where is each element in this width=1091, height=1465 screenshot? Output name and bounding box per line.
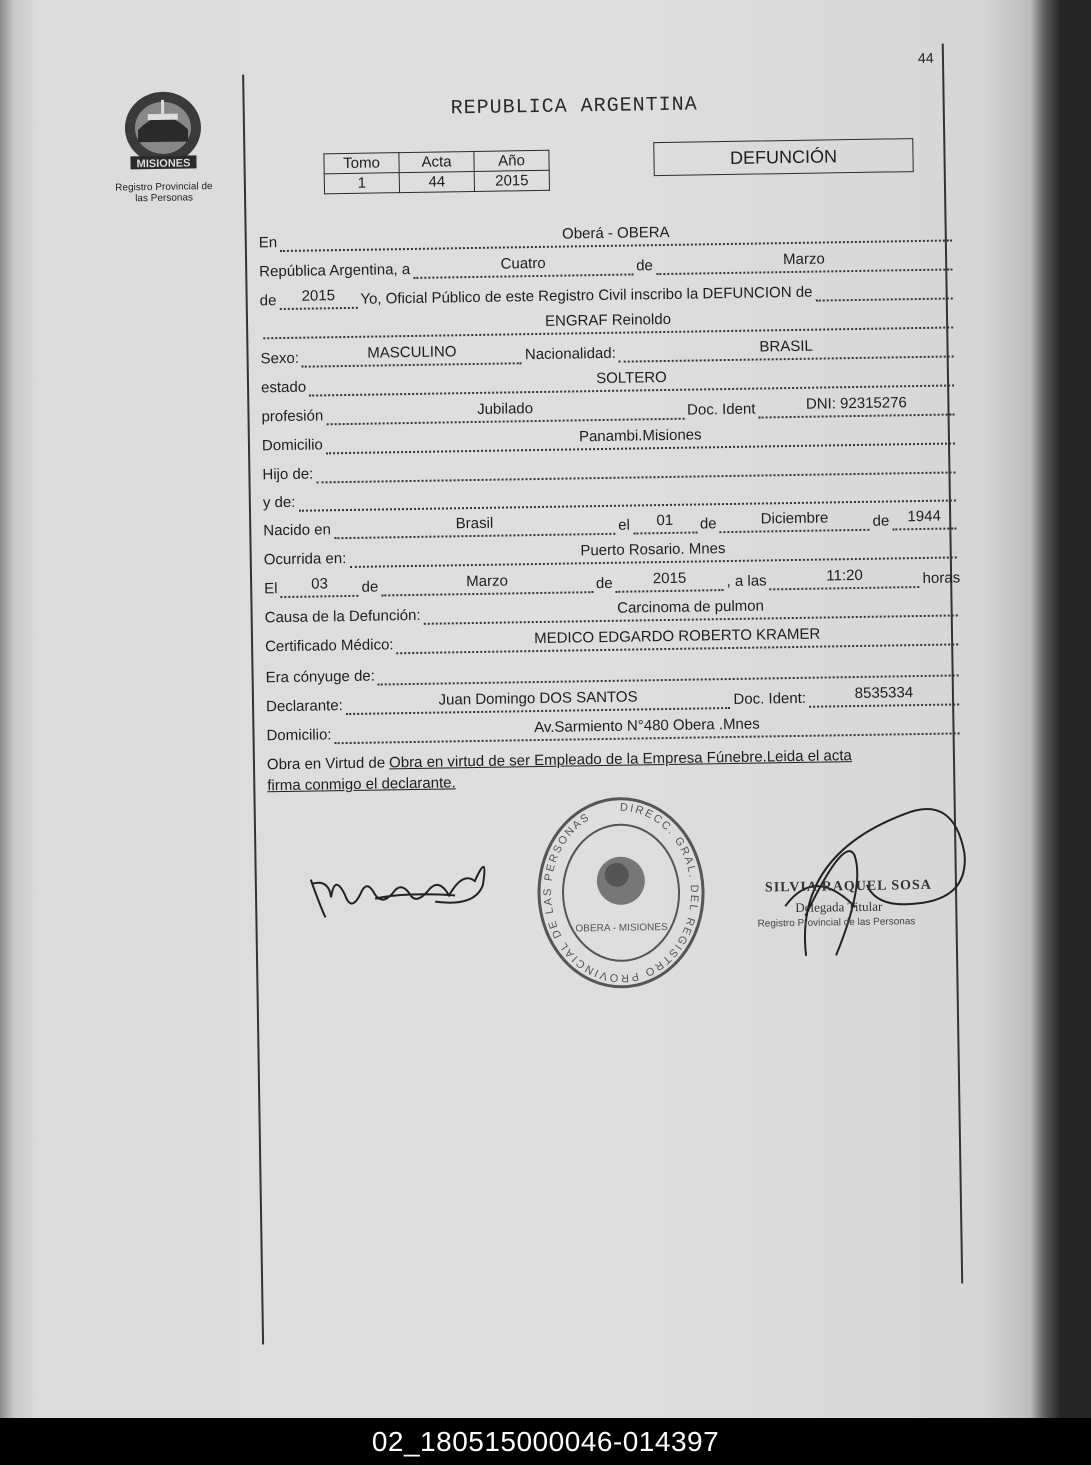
birth-month: Diciembre [719, 509, 869, 533]
tomo-value: 1 [324, 173, 399, 194]
row-hijo: Hijo de: [262, 451, 958, 484]
obra-text-line1: Obra en virtud de ser Empleado de la Empresa Fúnebre.Leida el acta [388, 747, 852, 772]
sexo-value: MASCULINO [302, 342, 522, 367]
declarante-doc-value: 8535334 [809, 683, 959, 707]
row-decl-domicilio: Domicilio: Av.Sarmiento N°480 Obera .Mnes [266, 712, 962, 745]
death-time: 11:20 [769, 566, 919, 590]
row-nacido: Nacido en Brasil el 01 de Diciembre de 1944 [263, 507, 959, 540]
birth-year: 1944 [892, 507, 956, 530]
day-word: Cuatro [413, 253, 633, 278]
registry-seal [529, 787, 712, 990]
misiones-emblem-icon [117, 85, 208, 176]
row-ocurrida: Ocurrida en: Puerto Rosario. Mnes [264, 536, 960, 569]
row-profesion: profesión Jubilado Doc. Ident DNI: 92315276 [261, 393, 957, 426]
domicilio-value: Panambi.Misiones [326, 422, 955, 454]
causa-value: Carcinoma de pulmon [423, 594, 957, 624]
obra-text-line2: firma conmigo el declarante. [267, 774, 456, 795]
profesion-value: Jubilado [326, 398, 684, 426]
birth-day: 01 [633, 512, 697, 535]
page-number: 44 [917, 49, 934, 66]
row-death-date: El 03 de Marzo de 2015 , a las 11:20 horas [264, 566, 961, 598]
scan-id-footer: 02_180515000046-014397 [0, 1418, 1091, 1465]
row-conyuge: Era cónyuge de: [265, 654, 961, 687]
registry-name: Registro Provincial de las Personas [115, 181, 213, 205]
row-en: En Oberá - OBERA [259, 219, 955, 252]
death-month: Marzo [381, 571, 593, 596]
row-year: de 2015 Yo, Oficial Público de este Registro Civil inscribo la DEFUNCION de [259, 277, 955, 310]
tomo-header: Tomo [324, 153, 399, 174]
doc-ident-value: DNI: 92315276 [758, 393, 954, 418]
acta-value: 44 [399, 171, 474, 192]
row-name [260, 306, 956, 339]
ocurrida-value: Puerto Rosario. Mnes [349, 536, 957, 568]
row-obra: Obra en Virtud de Obra en virtud de ser Empleado de la Empresa Fúnebre.Leida el acta [266, 747, 852, 774]
row-estado: estado SOLTERO [261, 364, 957, 397]
registry-logo [92, 85, 234, 205]
row-sexo: Sexo: MASCULINO Nacionalidad: BRASIL [260, 335, 956, 368]
row-causa: Causa de la Defunción: Carcinoma de pulmon [264, 594, 960, 627]
document-type-box: DEFUNCIÓN [653, 138, 914, 176]
death-year: 2015 [615, 569, 723, 593]
country-heading: REPUBLICA ARGENTINA [450, 93, 698, 121]
row-domicilio: Domicilio Panambi.Misiones [262, 422, 958, 455]
month-value: Marzo [656, 248, 953, 275]
declarant-signature [304, 841, 505, 924]
row-yde: y de: [263, 479, 959, 512]
certificado-value: MEDICO EDGARDO ROBERTO KRAMER [396, 623, 958, 654]
nacido-value: Brasil [334, 513, 616, 539]
row-declarante: Declarante: Juan Domingo DOS SANTOS Doc. Ident: 8535334 [266, 683, 962, 716]
death-day: 03 [280, 575, 358, 598]
nacionalidad-value: BRASIL [619, 335, 954, 362]
svg-text:MISIONES: MISIONES [136, 157, 191, 171]
deceased-name: ENGRAF Reinoldo [263, 306, 953, 339]
en-value: Oberá - OBERA [280, 219, 952, 252]
official-role: Delegada Titular [795, 898, 883, 916]
official-org: Registro Provincial de las Personas [757, 916, 916, 930]
svg-text:OBERA - MISIONES: OBERA - MISIONES [575, 922, 668, 935]
row-republica: República Argentina, a Cuatro de Marzo [259, 248, 955, 281]
ano-header: Año [474, 150, 549, 171]
certificate-page [29, 0, 1051, 1418]
declarante-value: Juan Domingo DOS SANTOS [346, 687, 731, 715]
row-certificado: Certificado Médico: MEDICO EDGARDO ROBERTO KRAMER [265, 623, 961, 656]
estado-value: SOLTERO [309, 364, 954, 396]
hijo-value [316, 451, 955, 483]
official-name: SILVIA RAQUEL SOSA [764, 877, 932, 896]
svg-text:DIRECC. GRAL. DEL REGISTRO PRO: DIRECC. GRAL. DEL REGISTRO PROVINCIAL DE LAS PERSONAS [541, 801, 701, 984]
declarante-domicilio-value: Av.Sarmiento N°480 Obera .Mnes [334, 712, 959, 744]
conyuge-value [378, 654, 959, 685]
tomo-acta-ano-table [323, 150, 550, 195]
year-value: 2015 [279, 287, 357, 310]
yde-value [298, 479, 956, 511]
ano-value: 2015 [474, 170, 549, 191]
acta-header: Acta [399, 151, 474, 172]
